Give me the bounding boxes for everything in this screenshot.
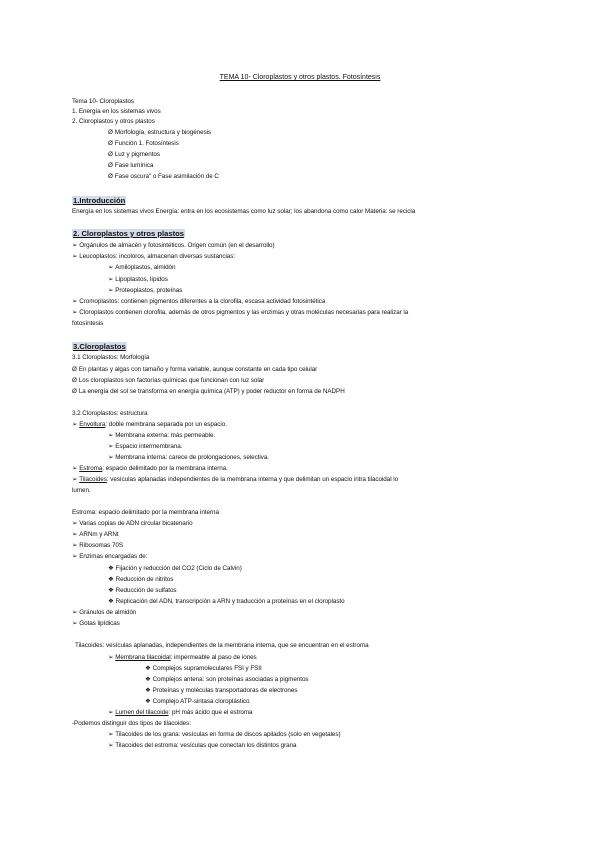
arrow-bullet-icon: ➢: [72, 620, 78, 627]
list-subitem: ➢ Membrana externa: más permeable.: [108, 432, 216, 439]
empty-set-bullet-icon: Ø: [108, 173, 113, 180]
arrow-bullet-icon: ➢: [72, 309, 78, 316]
list-item: ➢ Tilacoides de los grana: vesículas en forma de discos apilados (solo en vegetales): [108, 731, 341, 738]
arrow-bullet-icon: ➢: [108, 731, 114, 738]
index-heading: Tema 10- Cloroplastos: [72, 98, 134, 105]
paragraph: -Podemos distinguir dos tipos de tilacoides:: [72, 720, 191, 727]
arrow-bullet-icon: ➢: [108, 454, 114, 461]
arrow-bullet-icon: ➢: [72, 465, 78, 472]
index-subitem: Ø Morfología, estructura y biogénesis: [108, 129, 212, 136]
list-item: ➢ Enzimas encargadas de:: [72, 553, 148, 560]
arrow-bullet-icon: ➢: [72, 476, 78, 483]
list-subitem: ➢ Lipoplastos, lípidos: [108, 276, 168, 283]
list-subitem: ❖ Fijación y reducción del CO2 (Ciclo de Calvin): [108, 565, 242, 572]
list-item: Ø Los cloroplastos son factorías químicas que funcionan con luz solar: [72, 377, 265, 384]
index-item: 2. Cloroplastos y otros plastos: [72, 118, 155, 125]
index-subitem: Ø Fase lumínica: [108, 162, 154, 169]
diamond-bullet-icon: ❖: [108, 598, 114, 605]
arrow-bullet-icon: ➢: [108, 276, 114, 283]
index-subitem: Ø Función 1. Fotosíntesis: [108, 140, 179, 147]
list-item: ➢ Varias copias de ADN circular bicatenario: [72, 520, 193, 527]
list-item: Ø En plantas y algas con tamaño y forma variable, aunque constante en cada tipo celular: [72, 366, 318, 373]
arrow-bullet-icon: ➢: [72, 520, 78, 527]
list-item: ➢ Cloroplastos contienen clorofila, además de otros pigmentos y las enzimas y otras moléculas necesarias para realizar la: [72, 309, 409, 316]
empty-set-bullet-icon: Ø: [72, 377, 77, 384]
diamond-bullet-icon: ❖: [145, 676, 151, 683]
list-item: ➢ Ribosomas 70S: [72, 542, 124, 549]
diamond-bullet-icon: ❖: [145, 698, 151, 705]
list-item: ➢ ARNm y ARNt: [72, 531, 119, 538]
arrow-bullet-icon: ➢: [108, 443, 114, 450]
arrow-bullet-icon: ➢: [72, 421, 78, 428]
list-subitem: ❖ Reducción de sulfatos: [108, 587, 177, 594]
list-subitem: ❖ Proteínas y moléculas transportadoras de electrones: [145, 687, 298, 694]
list-item: ➢ Tilacoides: vesículas aplanadas independientes de la membrana interna y que delimitan un espacio intra tilacoidal lo: [72, 476, 399, 483]
list-item: ➢ Tilacoides del estroma: vesículas que conectan los distintos grana: [108, 742, 297, 749]
paragraph: Tilacoides: vesículas aplanadas, independientes de la membrana interna, que se encuentran en el estroma: [75, 642, 369, 649]
document-title: TEMA 10- Cloroplastos y otros plastos. Fotosíntesis: [219, 74, 381, 81]
arrow-bullet-icon: ➢: [108, 742, 114, 749]
list-subitem: ➢ Espacio intermembrana.: [108, 443, 183, 450]
section-heading-2: 2. Cloroplastos y otros plastos: [73, 229, 184, 238]
list-subitem: ➢ Proteoplastos, proteínas: [108, 287, 183, 294]
diamond-bullet-icon: ❖: [145, 665, 151, 672]
paragraph: Estroma: espacio delimitado por la membrana interna: [72, 509, 219, 516]
arrow-bullet-icon: ➢: [72, 609, 78, 616]
list-item: ➢ Orgánulos de almacén y fotosintéticos. Origen común (en el desarrollo): [72, 242, 275, 249]
arrow-bullet-icon: ➢: [72, 531, 78, 538]
empty-set-bullet-icon: Ø: [108, 140, 113, 147]
list-item-continuation: fotosíntesis: [72, 320, 104, 327]
empty-set-bullet-icon: Ø: [108, 162, 113, 169]
index-item: 1. Energía en los sistemas vivos: [72, 108, 161, 115]
list-item: ➢ Membrana tilacoidal: impermeable al paso de iones: [108, 654, 257, 661]
list-item: Ø La energía del sol se transforma en energía química (ATP) y poder reductor en forma de NADPH: [72, 388, 345, 395]
list-item: ➢ Gránulos de almidón: [72, 609, 137, 616]
list-subitem: ❖ Complejos supramoleculares FSI y FSII: [145, 665, 262, 672]
empty-set-bullet-icon: Ø: [108, 151, 113, 158]
arrow-bullet-icon: ➢: [108, 709, 114, 716]
list-item: ➢ Leucoplastos: incoloros, almacenan diversas sustancias:: [72, 253, 236, 260]
index-subitem: Ø Luz y pigmentos: [108, 151, 160, 158]
arrow-bullet-icon: ➢: [72, 542, 78, 549]
list-subitem: ➢ Membrana interna: carece de prolongaciones, selectiva.: [108, 454, 269, 461]
list-subitem: ❖ Complejo ATP-sintasa cloroplástico: [145, 698, 250, 705]
empty-set-bullet-icon: Ø: [72, 388, 77, 395]
arrow-bullet-icon: ➢: [72, 553, 78, 560]
arrow-bullet-icon: ➢: [108, 287, 114, 294]
arrow-bullet-icon: ➢: [108, 432, 114, 439]
diamond-bullet-icon: ❖: [145, 687, 151, 694]
list-item: ➢ Lumen del tilacoide: pH más ácido que el estroma: [108, 709, 253, 716]
diamond-bullet-icon: ❖: [108, 576, 114, 583]
section-heading-1: 1.Introducción: [73, 196, 126, 205]
arrow-bullet-icon: ➢: [108, 264, 114, 271]
list-item: ➢ Cromoplastos: contienen pigmentos diferentes a la clorofila, escasa actividad fotosintética: [72, 298, 326, 305]
diamond-bullet-icon: ❖: [108, 587, 114, 594]
list-item: ➢ Envoltura: doble membrana separada por un espacio.: [72, 421, 227, 428]
list-subitem: ❖ Complejos antena: son proteínas asociadas a pigmentos: [145, 676, 309, 683]
list-item: ➢ Estroma: espacio delimitado por la membrana interna.: [72, 465, 228, 472]
arrow-bullet-icon: ➢: [72, 298, 78, 305]
paragraph: Energía en los sistemas vivos Energía: entra en los ecosistemas como luz solar; los abandona como calor Materia: se recicla: [72, 208, 416, 215]
arrow-bullet-icon: ➢: [108, 654, 114, 661]
subsection-heading: 3.1 Cloroplastos: Morfología: [72, 354, 150, 361]
empty-set-bullet-icon: Ø: [108, 129, 113, 136]
empty-set-bullet-icon: Ø: [72, 366, 77, 373]
section-heading-3: 3.Cloroplastos: [73, 342, 126, 351]
subsection-heading: 3.2 Cloroplastos: estructura: [72, 410, 148, 417]
arrow-bullet-icon: ➢: [72, 242, 78, 249]
list-item: ➢ Gotas lipídicas: [72, 620, 120, 627]
list-item-continuation: lumen.: [72, 487, 91, 494]
list-subitem: ❖ Reducción de nitritos: [108, 576, 174, 583]
diamond-bullet-icon: ❖: [108, 565, 114, 572]
list-subitem: ❖ Replicación del ADN, transcripción a ARN y traducción a proteínas en el cloroplasto: [108, 598, 345, 605]
index-subitem: Ø Fase oscura" o Fase asimilación de C: [108, 173, 219, 180]
arrow-bullet-icon: ➢: [72, 253, 78, 260]
list-subitem: ➢ Amiloplastos, almidón: [108, 264, 176, 271]
